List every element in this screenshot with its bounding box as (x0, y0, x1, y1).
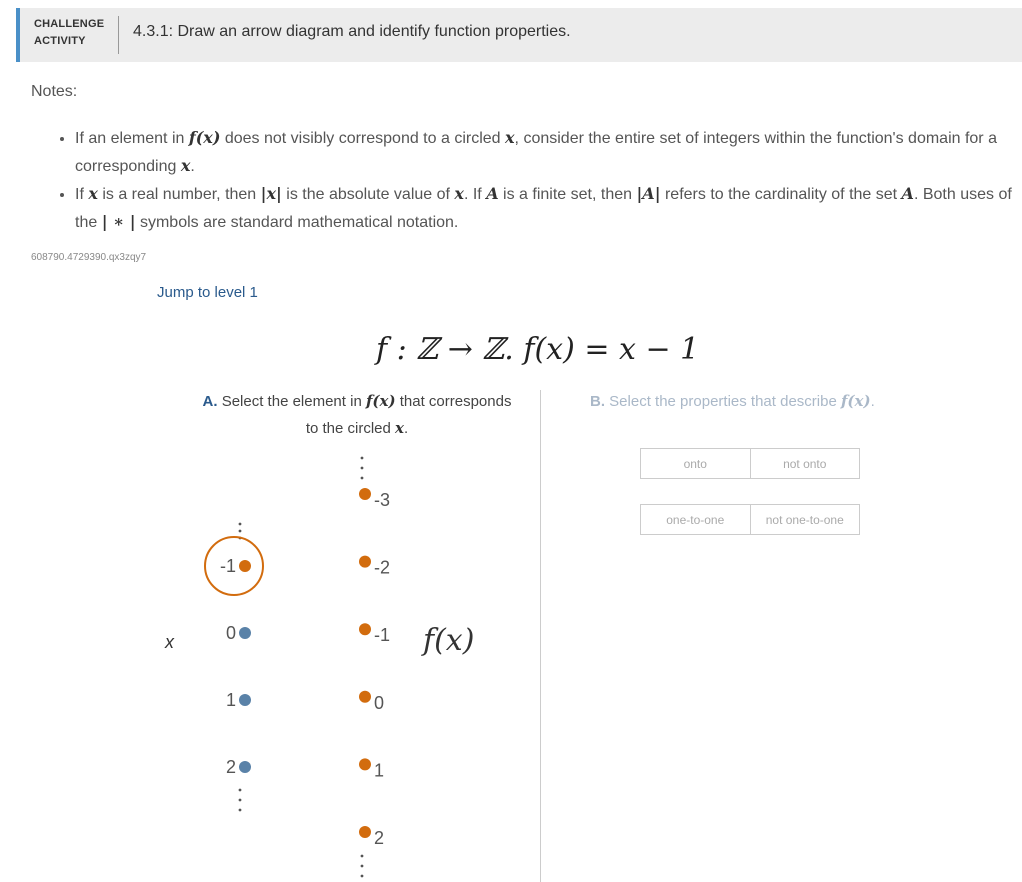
domain-dot[interactable] (239, 627, 251, 639)
domain-ellipsis-bottom (239, 789, 242, 812)
prompt-text: Select the properties that describe (605, 393, 841, 410)
math-fx: f(x) (840, 392, 871, 410)
note-text: . (190, 158, 195, 175)
note-text: is a real number, then (97, 186, 261, 203)
codomain-ellipsis-top (361, 457, 364, 480)
domain-point[interactable] (226, 623, 251, 643)
prompt-text: that corresponds (395, 393, 512, 410)
note-text: , consider the entire set of integers within the function's domain for a corresponding (75, 130, 997, 175)
math-x: x (88, 184, 98, 203)
domain-value-label: 1 (225, 690, 236, 710)
codomain-value-label: 0 (374, 692, 385, 713)
math-abs-x: |x| (260, 184, 282, 203)
codomain-value-label: -1 (374, 625, 391, 646)
math-fx: f(x) (188, 128, 221, 147)
badge-line1: CHALLENGE (34, 18, 105, 30)
note-text: refers to the cardinality of the set (660, 186, 902, 203)
math-x: x (180, 156, 191, 175)
onto-button[interactable]: onto (683, 456, 707, 471)
codomain-dot[interactable] (359, 488, 371, 500)
badge-line2: ACTIVITY (34, 35, 86, 47)
activity-id: 608790.4729390.qx3zqy7 (31, 252, 147, 263)
not-one-to-one-button[interactable]: not one-to-one (750, 505, 860, 534)
domain-point[interactable] (205, 537, 263, 595)
domain-dot[interactable] (239, 560, 251, 572)
codomain-point[interactable] (359, 826, 384, 848)
codomain-point[interactable] (359, 758, 384, 780)
codomain-value-label: 1 (374, 760, 385, 781)
math-A: A (901, 184, 914, 203)
part-b-letter: B. (590, 393, 605, 410)
prompt-text: . (404, 420, 409, 437)
codomain-point[interactable] (359, 691, 384, 713)
math-fx: f(x) (365, 392, 396, 410)
math-abs-A: |A| (636, 184, 661, 203)
note-text: is the absolute value of (281, 186, 455, 203)
not-onto-button[interactable]: not onto (750, 449, 860, 478)
codomain-dot[interactable] (359, 691, 371, 703)
math-A: A (486, 184, 499, 203)
codomain-ellipsis-bottom (361, 855, 364, 878)
domain-point[interactable] (226, 757, 251, 777)
prompt-text: to the circled (305, 420, 396, 437)
domain-point[interactable] (226, 690, 251, 710)
codomain-dot[interactable] (359, 623, 371, 635)
math-abs-symbol: | ∗ | (101, 212, 136, 231)
domain-value-label: -1 (219, 556, 236, 576)
math-x: x (395, 419, 404, 437)
prompt-text: . (870, 393, 875, 410)
one-to-one-button[interactable]: one-to-one (666, 512, 725, 527)
note-text: does not visibly correspond to a circled (220, 130, 505, 147)
codomain-value-label: -2 (374, 557, 391, 578)
domain-value-label: 0 (225, 623, 236, 643)
codomain-point[interactable] (359, 556, 390, 578)
codomain-dot[interactable] (359, 826, 371, 838)
domain-points (205, 537, 263, 777)
notes-label: Notes: (31, 83, 78, 100)
codomain-points (359, 488, 390, 848)
domain-dot[interactable] (239, 694, 251, 706)
function-definition: f : ℤ → ℤ. f(x) = x − 1 (376, 332, 700, 367)
note-text: . If (463, 186, 487, 203)
part-a-letter: A. (202, 393, 218, 410)
codomain-point[interactable] (359, 623, 390, 645)
domain-label: x (165, 632, 174, 652)
codomain-dot[interactable] (359, 758, 371, 770)
jump-to-level-link[interactable]: Jump to level 1 (157, 284, 258, 301)
codomain-value-label: -3 (374, 490, 391, 510)
domain-dot[interactable] (239, 761, 251, 773)
math-x: x (454, 184, 464, 203)
note-text: is a finite set, then (498, 186, 637, 203)
domain-value-label: 2 (225, 757, 236, 777)
codomain-label: f(x) (423, 623, 475, 658)
note-text: . Both uses of the (75, 186, 1012, 231)
codomain-dot[interactable] (359, 556, 371, 568)
codomain-value-label: 2 (374, 828, 385, 848)
note-text: symbols are standard mathematical notation. (135, 214, 459, 231)
codomain-point[interactable] (359, 488, 390, 510)
math-x: x (505, 128, 515, 147)
prompt-text: Select the element in (217, 393, 366, 410)
note-text: If an element in (75, 130, 189, 147)
activity-title: 4.3.1: Draw an arrow diagram and identify function properties. (133, 23, 571, 40)
note-text: If (75, 186, 89, 203)
